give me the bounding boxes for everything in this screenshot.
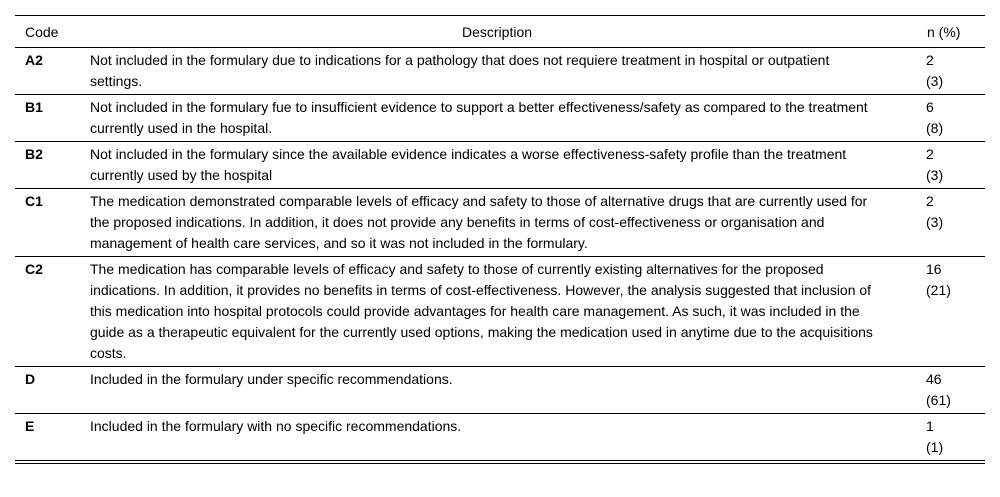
row-percent: (3) [926, 167, 944, 183]
row-n-percent [914, 48, 985, 95]
row-code: E [25, 418, 35, 434]
row-n: 1 [926, 418, 934, 434]
row-n: 2 [926, 146, 934, 162]
table-row [15, 257, 985, 367]
header-description: Description [461, 24, 533, 40]
row-n: 2 [926, 193, 934, 209]
row-code: A2 [25, 52, 43, 68]
row-percent: (21) [926, 282, 951, 298]
formulary-table [15, 15, 985, 461]
row-n: 6 [926, 99, 934, 115]
row-n-percent [914, 142, 985, 189]
row-description: Not included in the formulary due to indications for a pathology that does not requiere treatment in hospital or outpatient settings. [90, 52, 830, 89]
header-n-percent: n (%) [927, 24, 961, 40]
table-bottom-rule [15, 463, 985, 464]
row-description: The medication has comparable levels of efficacy and safety to those of currently existing alternatives for the proposed indications. In addition, it provides no benefits in terms of cost-effectiveness. However, the analysis suggested that inclusion of this medication into hospital protocols could provide advantages for health care management. As such, it was included in the guide as a therapeutic equivalent for the currently used options, making the medication used in anytime due to the acquisitions costs. [90, 261, 873, 361]
row-code: C2 [25, 261, 43, 277]
table-row [15, 95, 985, 142]
table-header [15, 16, 985, 48]
row-percent: (1) [926, 439, 944, 455]
table-row [15, 142, 985, 189]
row-n-percent [914, 367, 985, 414]
row-n-percent [914, 414, 985, 461]
table-row [15, 48, 985, 95]
row-description: Not included in the formulary fue to insufficient evidence to support a better effectiveness/safety as compared to the treatment currently used in the hospital. [90, 99, 868, 136]
row-n-percent [914, 257, 985, 367]
row-percent: (3) [926, 73, 944, 89]
row-code: B2 [25, 146, 43, 162]
table-row [15, 367, 985, 414]
header-code: Code [25, 24, 59, 40]
row-n: 2 [926, 52, 934, 68]
row-code: C1 [25, 193, 43, 209]
row-n: 16 [926, 261, 942, 277]
table-row [15, 414, 985, 461]
row-n-percent [914, 189, 985, 257]
row-description: Included in the formulary with no specific recommendations. [90, 418, 462, 434]
table-row [15, 189, 985, 257]
row-percent: (3) [926, 214, 944, 230]
row-description: Not included in the formulary since the available evidence indicates a worse effectiveness-safety profile than the treatment currently used by the hospital [90, 146, 847, 183]
row-description: The medication demonstrated comparable levels of efficacy and safety to those of alternative drugs that are currently used for the proposed indications. In addition, it does not provide any benefits in terms of cost-effectiveness or organisation and management of health care services, and so it was not included in the formulary. [90, 193, 868, 251]
row-description: Included in the formulary under specific recommendations. [90, 371, 453, 387]
formulary-table-container [15, 15, 985, 464]
row-n-percent [914, 95, 985, 142]
row-percent: (61) [926, 392, 951, 408]
table-body [15, 48, 985, 461]
row-percent: (8) [926, 120, 944, 136]
header-row [15, 16, 985, 48]
row-code: B1 [25, 99, 43, 115]
row-n: 46 [926, 371, 942, 387]
row-code: D [25, 371, 36, 387]
